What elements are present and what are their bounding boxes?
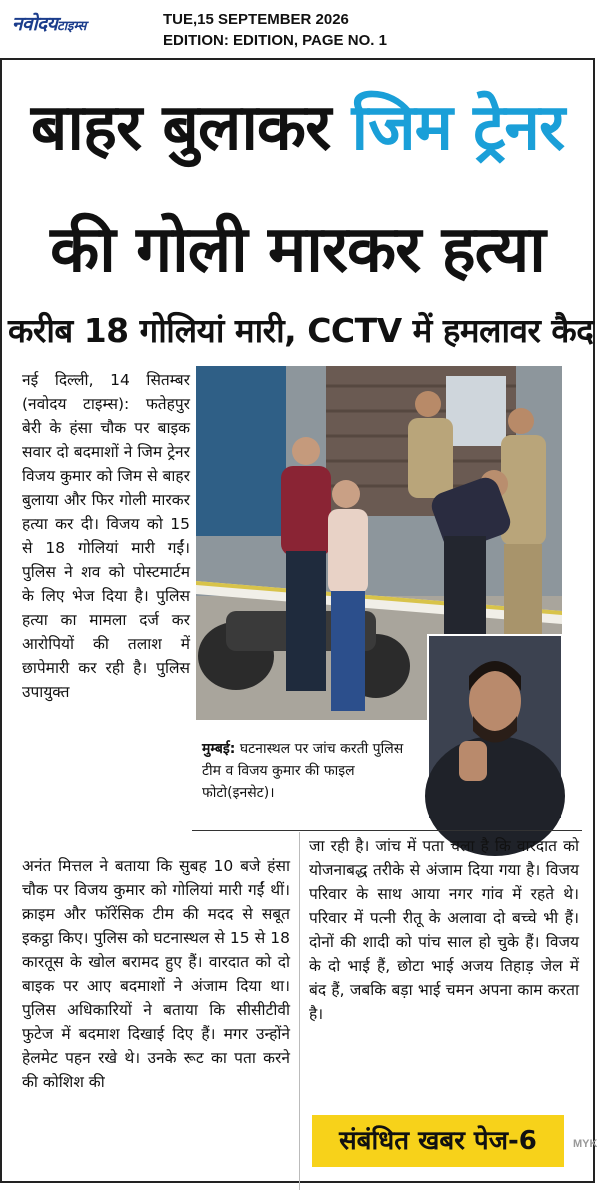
newspaper-logo[interactable] [12,10,86,36]
related-news-label: संबंधित खबर पेज-6 [339,1126,537,1156]
headline-part-2: जिम ट्रेनर [351,91,565,165]
headline-line-2: की गोली मारकर हत्या [50,213,545,287]
column-divider-vertical [299,832,300,1190]
photo-caption [202,738,424,804]
victim-file-photo [429,636,561,818]
newspaper-header [0,0,595,58]
sub-headline: करीब 18 गोलियां मारी, CCTV में हमलावर कैद [8,311,594,350]
article-body-continued: अनंत मित्तल ने बताया कि सुबह 10 बजे हंसा चौक पर विजय कुमार को गोलियां मारी गईं थीं। क्राइम और फॉरेंसिक टीम की मदद से सबूत इकट्ठा किए। पुलिस को घटनास्थल से 15 से 18 कारतूस के खोल बरामद हुए हैं। वारदात को दो बाइक पर आए बदमाशों ने अंजाम दिया था। पुलिस अधिकारियों ने बताया कि सीसीटीवी फुटेज में बदमाश दिखाई दिए हैं। मगर उन्होंने हेलमेट पहन रखे थे। उनके रूट का पता करने की कोशिश की [22,857,290,1091]
inset-photo [427,634,563,820]
logo-sub-text: टाइम्स [57,19,87,34]
print-color-mark: MYK [573,1138,597,1150]
caption-city: मुम्बई: [202,741,236,757]
edition-meta [163,9,387,51]
edition-line: EDITION: EDITION, PAGE NO. 1 [163,32,387,49]
column-divider-horizontal [192,830,582,831]
headline-part-1: बाहर बुलाकर [30,91,331,165]
headline-line-1 [8,88,587,168]
article-body-intro: नई दिल्ली, 14 सितम्बर (नवोदय टाइम्स): फतेहपुर बेरी के हंसा चौक पर बाइक सवार दो बदमाशों ने जिम ट्रेनर विजय कुमार को जिम से बाहर बुलाया और फिर गोली मारकर हत्या कर दी। विजय को 15 से 18 गोलियां मारी गईं। पुलिस ने शव को पोस्टमार्टम के लिए भेज दिया है। पुलिस हत्या का मामला दर्ज कर आरोपियों की तलाश में छापेमारी कर रही है। पुलिस उपायुक्त [22,371,190,701]
article-body-right: जा रही है। जांच में पता चला है कि वारदात को योजनाबद्ध तरीके से अंजाम दिया गया है। विजय परिवार के साथ आया नगर गांव में रहते थे। परिवार में पत्नी रीतू के अलावा दो बच्चे भी हैं। दोनों की शादी को पांच साल हो चुके हैं। विजय के दो भाई हैं, छोटा भाई अजय तिहाड़ जेल में बंद हैं, जबकि बड़ा भाई चमन अपना काम करता है। [309,837,579,1023]
caption-text: घटनास्थल पर जांच करती पुलिस टीम व विजय कुमार की फाइल फोटो(इनसेट)। [202,741,404,801]
date-line: TUE,15 SEPTEMBER 2026 [163,11,349,28]
logo-main-text: नवोदय [12,13,58,35]
news-clipping [0,58,595,1183]
related-news-link[interactable] [312,1115,564,1167]
